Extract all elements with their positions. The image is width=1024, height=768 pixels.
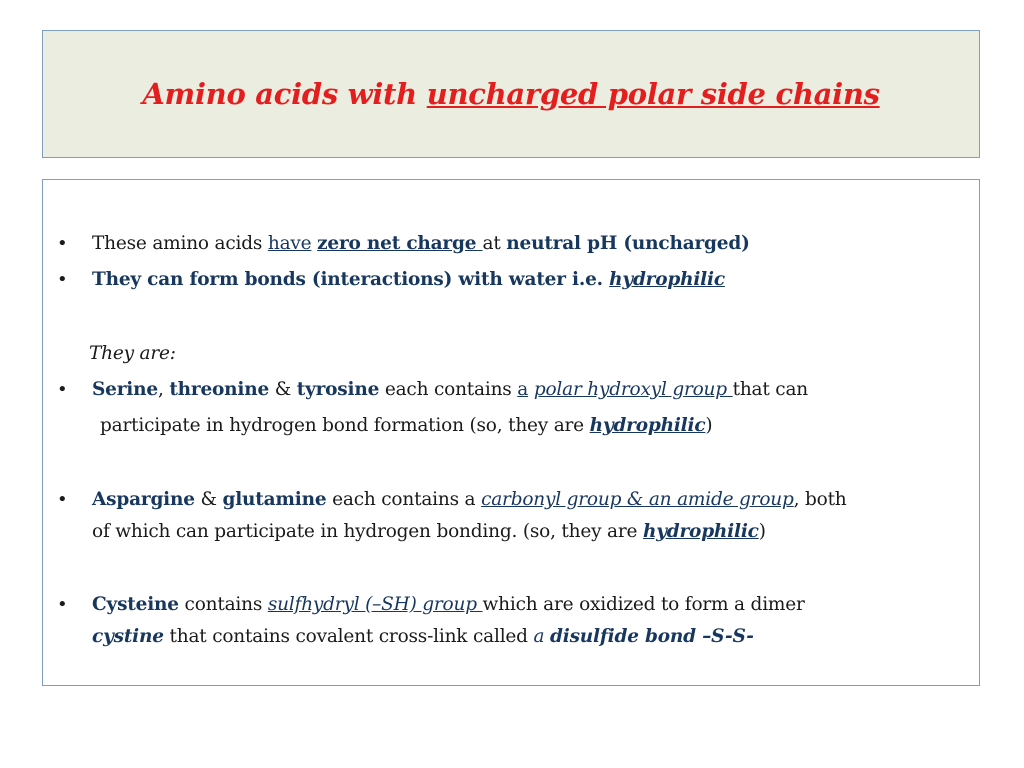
- text-run: a: [517, 379, 529, 400]
- text-run: &: [194, 489, 223, 510]
- bullet-2-text: [92, 268, 725, 292]
- bullet-5-text: [92, 593, 805, 617]
- text-run: hydrophilic: [609, 269, 725, 290]
- text-run: participate in hydrogen bond formation (so, they are: [100, 415, 590, 436]
- content-box: [42, 179, 980, 686]
- text-run: disulfide bond –S-S-: [550, 626, 754, 647]
- title-box: [42, 30, 980, 158]
- text-run: &: [269, 379, 297, 400]
- text-run: sulfhydryl (–SH) group: [267, 594, 483, 615]
- text-run: contains: [178, 594, 268, 615]
- bullet-1: •: [57, 233, 68, 254]
- text-run: Serine: [92, 379, 158, 400]
- text-run: ,: [157, 379, 170, 400]
- text-run: ): [758, 521, 766, 542]
- text-run: which are oxidized to form a dimer: [482, 594, 805, 615]
- bullet-3-text: [92, 378, 808, 402]
- bullet-5: •: [57, 594, 68, 615]
- bullet-5-text-cont: [92, 625, 754, 649]
- text-run: that can: [732, 379, 809, 400]
- text-run: , both: [793, 489, 847, 510]
- text-run: threonine: [169, 379, 270, 400]
- text-run: neutral pH (uncharged): [506, 233, 750, 254]
- text-run: at: [482, 233, 507, 254]
- bullet-3: •: [57, 379, 68, 400]
- text-run: a: [533, 626, 545, 647]
- text-run: each contains a: [326, 489, 482, 510]
- text-run: cystine: [92, 626, 164, 647]
- text-run: of which can participate in hydrogen bonding. (so, they are: [92, 521, 643, 542]
- slide-title: [142, 77, 879, 111]
- text-run: have: [267, 233, 312, 254]
- bullet-2: •: [57, 269, 68, 290]
- bullet-4-text-cont: [92, 520, 766, 544]
- bullet-3-text-cont: [100, 414, 712, 438]
- they-are-label: They are:: [89, 343, 176, 364]
- text-run: Cysteine: [92, 594, 179, 615]
- text-run: These amino acids: [92, 233, 268, 254]
- text-run: hydrophilic: [589, 415, 706, 436]
- bullet-4-text: [92, 488, 847, 512]
- title-underlined: uncharged polar side chains: [426, 77, 880, 111]
- text-run: each contains: [379, 379, 518, 400]
- bullet-1-text: [92, 232, 750, 256]
- title-prefix: Amino acids with: [142, 77, 427, 111]
- text-run: glutamine: [222, 489, 327, 510]
- text-run: polar hydroxyl group: [533, 379, 733, 400]
- bullet-4: •: [57, 489, 68, 510]
- text-run: carbonyl group & an amide group: [481, 489, 794, 510]
- text-run: zero net charge: [317, 233, 483, 254]
- text-run: They can form bonds (interactions) with water i.e.: [92, 269, 610, 290]
- text-run: tyrosine: [296, 379, 380, 400]
- text-run: that contains covalent cross-link called: [163, 626, 534, 647]
- text-run: Aspargine: [92, 489, 195, 510]
- text-run: ): [705, 415, 713, 436]
- text-run: hydrophilic: [642, 521, 759, 542]
